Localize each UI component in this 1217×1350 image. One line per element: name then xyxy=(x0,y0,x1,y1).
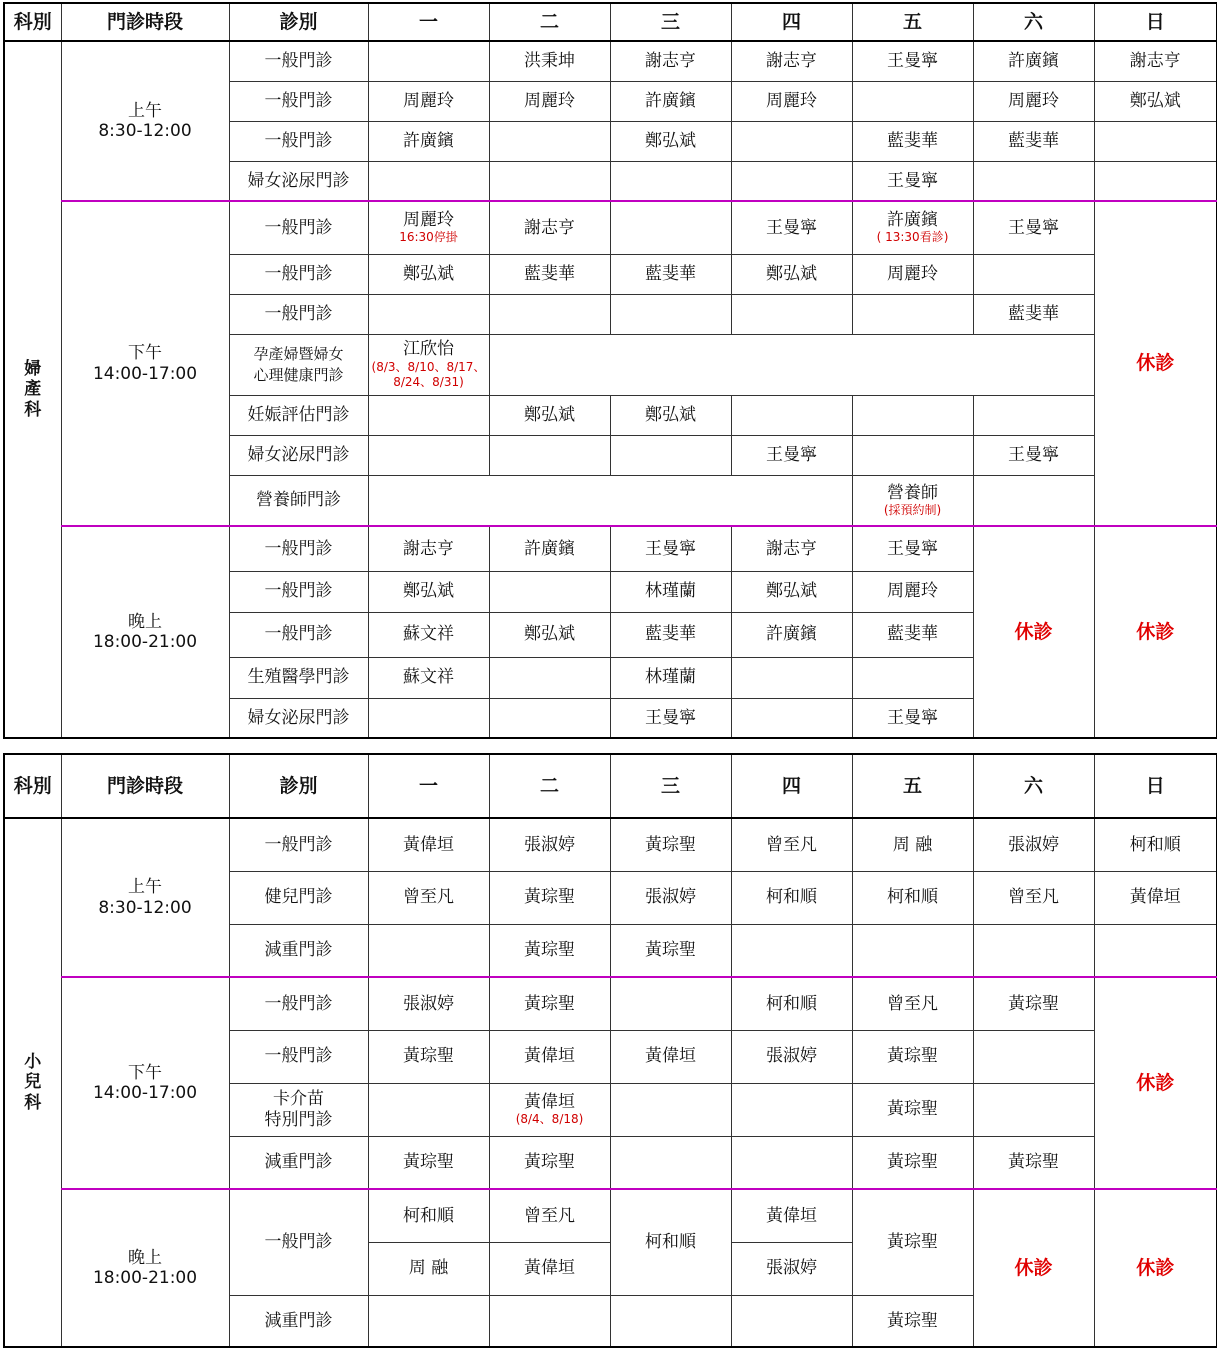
slot-morning xyxy=(61,818,229,977)
cell-tue xyxy=(489,435,610,475)
dept-label-pediatrics xyxy=(4,818,61,1347)
cell-wed: 黃琮聖 xyxy=(610,818,731,871)
slot-name: 上午 xyxy=(128,877,162,898)
closed-label: 休診 xyxy=(1136,352,1175,375)
cell-tue: 黃琮聖 xyxy=(489,977,610,1030)
cell-thu xyxy=(731,1295,852,1347)
cell-wed xyxy=(610,201,731,254)
cell-tue xyxy=(489,657,610,698)
cell-tue: 洪秉坤 xyxy=(489,41,610,81)
cell-thu xyxy=(731,1136,852,1189)
cell-wed: 王曼寧 xyxy=(610,526,731,571)
cell-tue: 黃琮聖 xyxy=(489,871,610,924)
cell-tue xyxy=(489,571,610,612)
clinic-type-line: 卡介苗 xyxy=(273,1089,324,1110)
slot-time: 18:00-21:00 xyxy=(92,1268,198,1288)
cell-thu xyxy=(731,121,852,161)
cell-mon xyxy=(368,161,489,201)
clinic-type: 妊娠評估門診 xyxy=(229,395,368,435)
clinic-type: 一般門診 xyxy=(229,201,368,254)
cell-thu: 王曼寧 xyxy=(731,201,852,254)
cell-tue xyxy=(489,1295,610,1347)
cell-thu xyxy=(731,1083,852,1136)
cell-sat-closed xyxy=(973,1189,1094,1347)
cell-sun xyxy=(1094,161,1217,201)
cell-mon: 鄭弘斌 xyxy=(368,571,489,612)
cell-fri xyxy=(852,294,973,334)
cell-sun: 黃偉垣 xyxy=(1094,871,1217,924)
cell-sat: 周麗玲 xyxy=(973,81,1094,121)
cell-tue: 張淑婷 xyxy=(489,818,610,871)
slot-name: 下午 xyxy=(128,343,162,364)
cell-tue: 黃偉垣 xyxy=(489,1242,610,1295)
cell-tue: 周麗玲 xyxy=(489,81,610,121)
table-row xyxy=(4,201,1217,254)
slot-time: 8:30-12:00 xyxy=(98,897,192,918)
header-mon: 一 xyxy=(368,3,489,41)
clinic-type: 一般門診 xyxy=(229,1030,368,1083)
header-wed: 三 xyxy=(610,754,731,818)
cell-thu: 謝志亨 xyxy=(731,41,852,81)
cell-wed: 鄭弘斌 xyxy=(610,121,731,161)
cell-fri: 黃琮聖 xyxy=(852,1030,973,1083)
cell-fri: 藍斐華 xyxy=(852,121,973,161)
cell-thu: 柯和順 xyxy=(731,871,852,924)
cell-tue xyxy=(489,1083,610,1136)
header-period: 門診時段 xyxy=(61,754,229,818)
cell-tue: 許廣鑌 xyxy=(489,526,610,571)
slot-morning xyxy=(61,41,229,201)
cell-wed: 藍斐華 xyxy=(610,612,731,657)
cell-sat xyxy=(973,1030,1094,1083)
cell-fri: 周麗玲 xyxy=(852,254,973,294)
slot-afternoon xyxy=(61,201,229,526)
dept-label-obgyn xyxy=(4,41,61,738)
cell-wed: 鄭弘斌 xyxy=(610,395,731,435)
clinic-type: 一般門診 xyxy=(229,1189,368,1295)
dept-char: 產 xyxy=(24,379,42,400)
cell-thu: 張淑婷 xyxy=(731,1242,852,1295)
cell-wed: 黃琮聖 xyxy=(610,924,731,977)
dept-char: 小 xyxy=(24,1051,42,1072)
header-tue: 二 xyxy=(489,754,610,818)
clinic-type: 減重門診 xyxy=(229,924,368,977)
cell-tue: 黃琮聖 xyxy=(489,1136,610,1189)
cell-mon xyxy=(368,1295,489,1347)
cell-sat: 黃琮聖 xyxy=(973,977,1094,1030)
slot-time: 14:00-17:00 xyxy=(92,1083,198,1103)
schedule-note: ( 13:30看診) xyxy=(876,230,949,245)
cell-fri xyxy=(852,475,973,526)
cell-mon: 周 融 xyxy=(368,1242,489,1295)
cell-tue: 謝志亨 xyxy=(489,201,610,254)
closed-label: 休診 xyxy=(1014,1256,1053,1279)
cell-sat xyxy=(973,395,1094,435)
cell-mon: 曾至凡 xyxy=(368,871,489,924)
clinic-type: 一般門診 xyxy=(229,81,368,121)
cell-sun-closed xyxy=(1094,201,1217,526)
cell-mon: 蘇文祥 xyxy=(368,612,489,657)
cell-mon: 黃琮聖 xyxy=(368,1030,489,1083)
cell-sun-closed xyxy=(1094,977,1217,1189)
header-fri: 五 xyxy=(852,754,973,818)
cell-fri: 王曼寧 xyxy=(852,526,973,571)
cell-sun xyxy=(1094,924,1217,977)
cell-mon xyxy=(368,698,489,738)
schedule-note: 8/24、8/31) xyxy=(393,374,464,389)
clinic-type-line: 特別門診 xyxy=(264,1109,333,1130)
table-row xyxy=(4,818,1217,871)
cell-fri: 柯和順 xyxy=(852,871,973,924)
clinic-type: 一般門診 xyxy=(229,41,368,81)
dept-char: 科 xyxy=(24,1092,42,1113)
header-type: 診別 xyxy=(229,754,368,818)
cell-wed: 許廣鑌 xyxy=(610,81,731,121)
doctor-name: 周麗玲 xyxy=(403,210,454,231)
cell-sat: 藍斐華 xyxy=(973,294,1094,334)
cell-sat xyxy=(973,161,1094,201)
header-wed: 三 xyxy=(610,3,731,41)
cell-wed xyxy=(610,161,731,201)
slot-time: 14:00-17:00 xyxy=(92,363,198,384)
clinic-type: 婦女泌尿門診 xyxy=(229,435,368,475)
cell-tue: 黃琮聖 xyxy=(489,924,610,977)
header-sun: 日 xyxy=(1094,754,1217,818)
cell-wed xyxy=(610,294,731,334)
cell-sun xyxy=(1094,121,1217,161)
slot-name: 上午 xyxy=(128,100,162,121)
table-row xyxy=(4,526,1217,571)
cell-mon: 周麗玲 xyxy=(368,81,489,121)
clinic-type: 一般門診 xyxy=(229,612,368,657)
table-row xyxy=(4,1189,1217,1242)
dept-char: 兒 xyxy=(24,1072,42,1093)
cell-mon xyxy=(368,435,489,475)
cell-thu xyxy=(731,161,852,201)
clinic-type: 一般門診 xyxy=(229,571,368,612)
cell-thu: 鄭弘斌 xyxy=(731,571,852,612)
cell-thu: 曾至凡 xyxy=(731,818,852,871)
cell-mon: 許廣鑌 xyxy=(368,121,489,161)
cell-tue: 曾至凡 xyxy=(489,1189,610,1242)
cell-wed: 林瑾蘭 xyxy=(610,657,731,698)
slot-time: 18:00-21:00 xyxy=(92,632,198,652)
cell-thu: 鄭弘斌 xyxy=(731,254,852,294)
slot-time: 8:30-12:00 xyxy=(98,121,192,141)
clinic-type: 一般門診 xyxy=(229,526,368,571)
pediatrics-schedule-table xyxy=(3,753,1217,1348)
cell-wed: 柯和順 xyxy=(610,1189,731,1295)
clinic-type: 一般門診 xyxy=(229,818,368,871)
cell-fri xyxy=(852,81,973,121)
closed-label: 休診 xyxy=(1136,620,1175,643)
cell-thu: 黃偉垣 xyxy=(731,1189,852,1242)
cell-sun-closed xyxy=(1094,526,1217,738)
cell-mon xyxy=(368,1083,489,1136)
cell-sat: 許廣鑌 xyxy=(973,41,1094,81)
cell-fri: 黃琮聖 xyxy=(852,1136,973,1189)
cell-sat: 藍斐華 xyxy=(973,121,1094,161)
schedule-note: 16:30停掛 xyxy=(399,230,458,245)
cell-sat: 王曼寧 xyxy=(973,201,1094,254)
header-tue: 二 xyxy=(489,3,610,41)
slot-name: 晚上 xyxy=(128,1247,162,1268)
clinic-type: 營養師門診 xyxy=(229,475,368,526)
cell-mon xyxy=(368,924,489,977)
cell-wed: 張淑婷 xyxy=(610,871,731,924)
cell-fri: 黃琮聖 xyxy=(852,1295,973,1347)
cell-tue xyxy=(489,294,610,334)
clinic-type: 減重門診 xyxy=(229,1136,368,1189)
cell-tue xyxy=(489,698,610,738)
clinic-type: 一般門診 xyxy=(229,121,368,161)
header-row xyxy=(4,3,1217,41)
clinic-type: 一般門診 xyxy=(229,977,368,1030)
cell-mon: 蘇文祥 xyxy=(368,657,489,698)
cell-mon: 柯和順 xyxy=(368,1189,489,1242)
cell-wed: 王曼寧 xyxy=(610,698,731,738)
cell-fri xyxy=(852,201,973,254)
table-row xyxy=(4,41,1217,81)
cell-mon xyxy=(368,41,489,81)
header-dept: 科別 xyxy=(4,754,61,818)
cell-tue: 黃偉垣 xyxy=(489,1030,610,1083)
doctor-name: 江欣怡 xyxy=(403,339,454,360)
cell-sat xyxy=(973,475,1094,526)
header-sat: 六 xyxy=(973,754,1094,818)
cell-thu: 柯和順 xyxy=(731,977,852,1030)
clinic-type: 婦女泌尿門診 xyxy=(229,698,368,738)
closed-label: 休診 xyxy=(1014,620,1053,643)
cell-thu: 許廣鑌 xyxy=(731,612,852,657)
cell-empty-span xyxy=(368,475,852,526)
cell-wed xyxy=(610,435,731,475)
cell-fri: 曾至凡 xyxy=(852,977,973,1030)
cell-tue: 鄭弘斌 xyxy=(489,395,610,435)
cell-sat xyxy=(973,254,1094,294)
schedule-note: (採預約制) xyxy=(883,502,942,517)
clinic-type: 健兒門診 xyxy=(229,871,368,924)
obgyn-schedule-table xyxy=(3,2,1217,739)
cell-tue xyxy=(489,121,610,161)
cell-thu xyxy=(731,395,852,435)
header-row xyxy=(4,754,1217,818)
cell-sun: 柯和順 xyxy=(1094,818,1217,871)
cell-sun: 鄭弘斌 xyxy=(1094,81,1217,121)
cell-mon xyxy=(368,395,489,435)
cell-thu: 謝志亨 xyxy=(731,526,852,571)
slot-evening xyxy=(61,526,229,738)
cell-fri: 黃琮聖 xyxy=(852,1083,973,1136)
cell-fri: 王曼寧 xyxy=(852,698,973,738)
cell-sat xyxy=(973,924,1094,977)
cell-wed: 林瑾蘭 xyxy=(610,571,731,612)
closed-label: 休診 xyxy=(1136,1256,1175,1279)
cell-tue: 鄭弘斌 xyxy=(489,612,610,657)
cell-fri xyxy=(852,435,973,475)
cell-mon: 謝志亨 xyxy=(368,526,489,571)
cell-mon: 黃琮聖 xyxy=(368,1136,489,1189)
header-type: 診別 xyxy=(229,3,368,41)
cell-thu xyxy=(731,294,852,334)
cell-mon: 鄭弘斌 xyxy=(368,254,489,294)
header-thu: 四 xyxy=(731,3,852,41)
cell-wed xyxy=(610,1295,731,1347)
cell-sun: 謝志亨 xyxy=(1094,41,1217,81)
cell-fri xyxy=(852,924,973,977)
cell-fri: 藍斐華 xyxy=(852,612,973,657)
clinic-type: 減重門診 xyxy=(229,1295,368,1347)
slot-name: 下午 xyxy=(128,1062,162,1083)
cell-mon xyxy=(368,294,489,334)
doctor-name: 黃偉垣 xyxy=(524,1091,575,1112)
schedule-note: (8/4、8/18) xyxy=(515,1112,584,1127)
header-fri: 五 xyxy=(852,3,973,41)
doctor-name: 許廣鑌 xyxy=(887,210,938,231)
cell-thu: 張淑婷 xyxy=(731,1030,852,1083)
clinic-type: 婦女泌尿門診 xyxy=(229,161,368,201)
dept-char: 婦 xyxy=(24,358,42,379)
cell-wed: 黃偉垣 xyxy=(610,1030,731,1083)
cell-sun-closed xyxy=(1094,1189,1217,1347)
header-sat: 六 xyxy=(973,3,1094,41)
clinic-type: 一般門診 xyxy=(229,294,368,334)
cell-mon: 張淑婷 xyxy=(368,977,489,1030)
doctor-name: 營養師 xyxy=(887,482,938,503)
slot-evening xyxy=(61,1189,229,1347)
cell-wed xyxy=(610,977,731,1030)
closed-label: 休診 xyxy=(1136,1071,1175,1094)
cell-mon xyxy=(368,334,489,395)
clinic-type: 生殖醫學門診 xyxy=(229,657,368,698)
cell-thu xyxy=(731,698,852,738)
cell-tue xyxy=(489,161,610,201)
header-dept: 科別 xyxy=(4,3,61,41)
dept-char: 科 xyxy=(24,399,42,420)
clinic-type xyxy=(229,1083,368,1136)
cell-fri: 周麗玲 xyxy=(852,571,973,612)
slot-name: 晚上 xyxy=(128,611,162,632)
cell-mon xyxy=(368,201,489,254)
cell-sat: 曾至凡 xyxy=(973,871,1094,924)
cell-wed xyxy=(610,1136,731,1189)
cell-fri xyxy=(852,657,973,698)
clinic-type-line: 心理健康門診 xyxy=(253,365,344,384)
cell-empty-span xyxy=(489,334,1094,395)
clinic-type xyxy=(229,334,368,395)
schedule-note: (8/3、8/10、8/17、 xyxy=(371,359,486,374)
cell-fri: 黃琮聖 xyxy=(852,1189,973,1295)
table-row xyxy=(4,977,1217,1030)
cell-wed: 謝志亨 xyxy=(610,41,731,81)
header-mon: 一 xyxy=(368,754,489,818)
cell-thu: 王曼寧 xyxy=(731,435,852,475)
cell-mon: 黃偉垣 xyxy=(368,818,489,871)
cell-thu xyxy=(731,924,852,977)
cell-sat-closed xyxy=(973,526,1094,738)
cell-thu xyxy=(731,657,852,698)
clinic-type-line: 孕產婦暨婦女 xyxy=(253,345,344,364)
cell-sat: 王曼寧 xyxy=(973,435,1094,475)
cell-fri: 王曼寧 xyxy=(852,161,973,201)
cell-sat: 黃琮聖 xyxy=(973,1136,1094,1189)
header-sun: 日 xyxy=(1094,3,1217,41)
cell-fri xyxy=(852,395,973,435)
cell-fri: 周 融 xyxy=(852,818,973,871)
clinic-type: 一般門診 xyxy=(229,254,368,294)
cell-fri: 王曼寧 xyxy=(852,41,973,81)
header-period: 門診時段 xyxy=(61,3,229,41)
cell-wed xyxy=(610,1083,731,1136)
header-thu: 四 xyxy=(731,754,852,818)
cell-tue: 藍斐華 xyxy=(489,254,610,294)
cell-sat xyxy=(973,1083,1094,1136)
cell-wed: 藍斐華 xyxy=(610,254,731,294)
slot-afternoon xyxy=(61,977,229,1189)
cell-thu: 周麗玲 xyxy=(731,81,852,121)
cell-sat: 張淑婷 xyxy=(973,818,1094,871)
